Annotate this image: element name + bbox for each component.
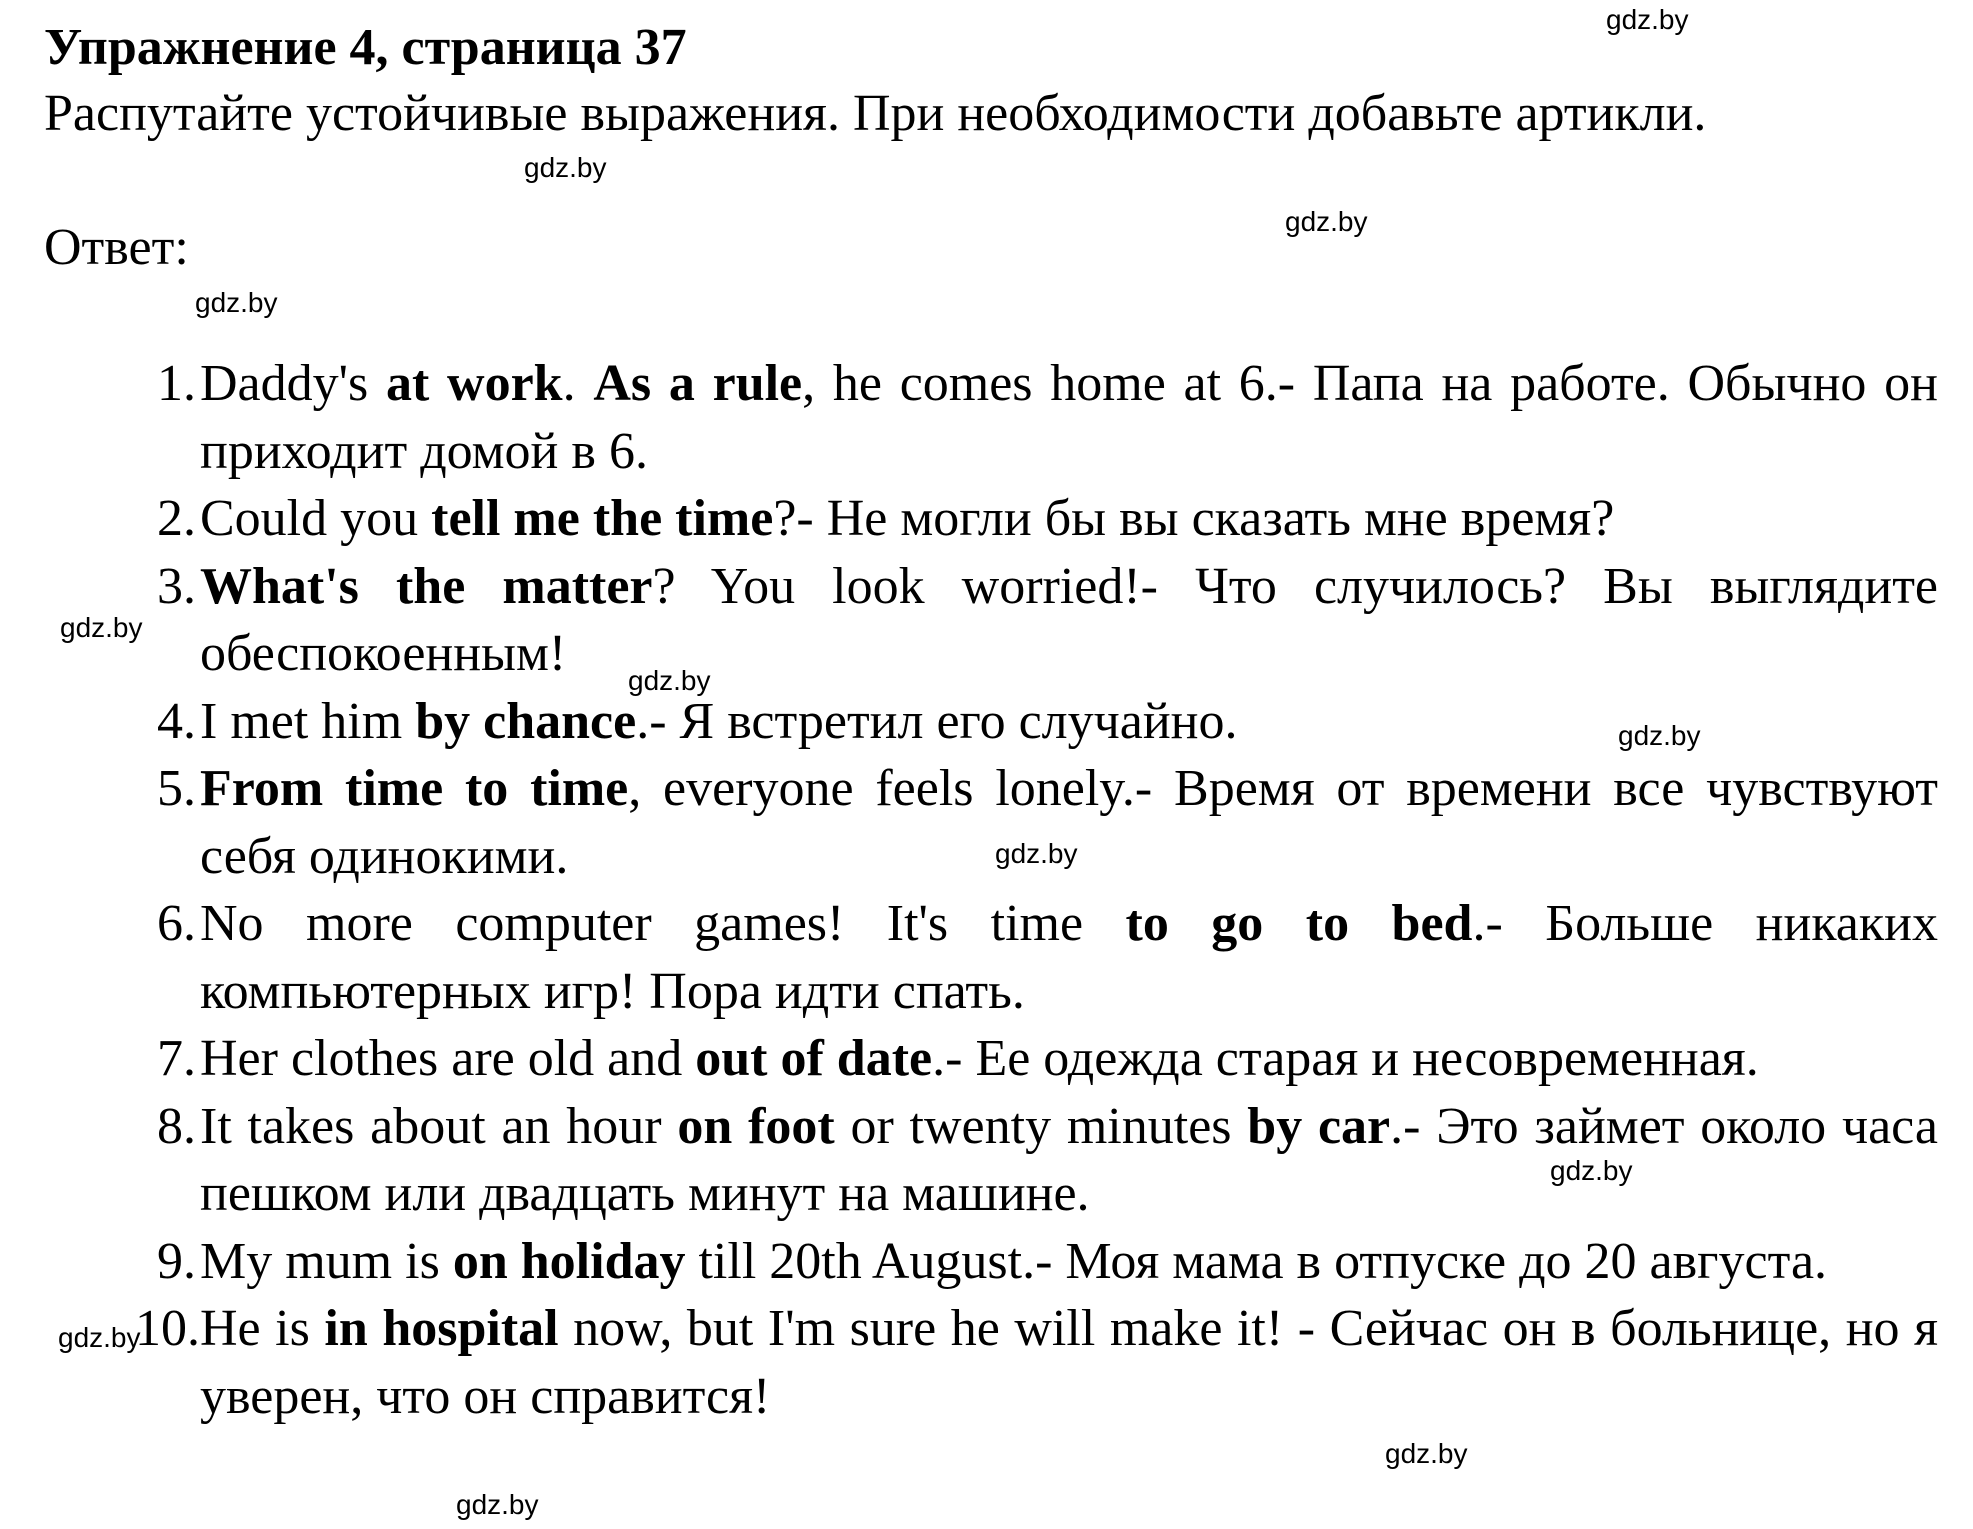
answer-text: .- Я встретил его случайно. bbox=[636, 692, 1238, 750]
exercise-instructions: Распутайте устойчивые выражения. При необходимости добавьте артикли. bbox=[44, 85, 1707, 142]
answer-number: 7. bbox=[157, 1030, 196, 1087]
answer-number: 3. bbox=[157, 557, 196, 615]
answer-text: or twenty minutes bbox=[834, 1097, 1248, 1155]
watermark: gdz.by bbox=[995, 838, 1078, 869]
watermark: gdz.by bbox=[60, 612, 143, 643]
set-expression: to go to bed bbox=[1125, 895, 1473, 952]
answer-text: .- Ее одежда старая и несовременная. bbox=[932, 1030, 1759, 1087]
answer-label: Ответ: bbox=[44, 219, 189, 276]
answer-text: till 20th August.- Моя мама в отпуске до 20 августа. bbox=[685, 1232, 1828, 1290]
watermark: gdz.by bbox=[1285, 206, 1368, 237]
answer-text: He is bbox=[200, 1300, 325, 1357]
set-expression: What's the matter bbox=[200, 557, 653, 615]
answer-text: Could you bbox=[200, 490, 432, 547]
answer-text: I met him bbox=[200, 692, 416, 750]
watermark: gdz.by bbox=[628, 665, 711, 696]
watermark: gdz.by bbox=[58, 1322, 141, 1353]
watermark: gdz.by bbox=[1385, 1438, 1468, 1469]
answer-text: It takes about an hour bbox=[200, 1097, 678, 1155]
answer-text: ?- Не могли бы вы сказать мне время? bbox=[773, 490, 1615, 547]
answer-text: My mum is bbox=[200, 1232, 453, 1290]
answer-text: ? You look worried!- Что случилось? Вы выглядите обеспокоенным! bbox=[200, 557, 1938, 682]
watermark: gdz.by bbox=[1550, 1155, 1633, 1186]
set-expression: out of date bbox=[695, 1030, 933, 1087]
answer-item bbox=[110, 485, 1938, 553]
set-expression: on holiday bbox=[452, 1232, 686, 1290]
set-expression: tell me the time bbox=[431, 490, 774, 547]
answer-text: . bbox=[562, 355, 594, 412]
answer-number: 6. bbox=[157, 895, 196, 952]
watermark: gdz.by bbox=[524, 152, 607, 183]
watermark: gdz.by bbox=[1606, 4, 1689, 35]
answer-text: No more computer games! It's time bbox=[200, 895, 1126, 952]
answer-item bbox=[110, 890, 1938, 1025]
answer-text: .- Это займет около часа пешком или двадцать минут на машине. bbox=[200, 1097, 1938, 1222]
answer-number: 9. bbox=[157, 1232, 196, 1290]
answer-item bbox=[110, 350, 1938, 485]
set-expression: As a rule bbox=[593, 355, 803, 412]
answer-text: Her clothes are old and bbox=[200, 1030, 696, 1087]
answer-list bbox=[110, 350, 1938, 1430]
watermark: gdz.by bbox=[195, 287, 278, 318]
set-expression: From time to time bbox=[200, 760, 629, 817]
answer-text: .- Больше никаких компьютерных игр! Пора идти спать. bbox=[200, 895, 1938, 1020]
set-expression: on foot bbox=[677, 1097, 835, 1155]
set-expression: in hospital bbox=[324, 1300, 559, 1357]
answer-item bbox=[110, 1093, 1938, 1228]
answer-item bbox=[110, 1295, 1938, 1430]
answer-text: , everyone feels lonely.- Время от времени все чувствуют себя одинокими. bbox=[200, 760, 1938, 885]
answer-number: 1. bbox=[157, 355, 196, 412]
set-expression: at work bbox=[385, 355, 563, 412]
watermark: gdz.by bbox=[1618, 720, 1701, 751]
answer-text: , he comes home at 6.- Папа на работе. Обычно он приходит домой в 6. bbox=[200, 355, 1938, 480]
answer-number: 2. bbox=[157, 490, 196, 547]
set-expression: by car bbox=[1247, 1097, 1391, 1155]
answer-number: 10. bbox=[135, 1300, 200, 1357]
exercise-title: Упражнение 4, страница 37 bbox=[44, 19, 687, 76]
set-expression: by chance bbox=[415, 692, 637, 750]
answer-item bbox=[110, 553, 1938, 688]
answer-number: 5. bbox=[157, 760, 196, 817]
answer-text: Daddy's bbox=[200, 355, 386, 412]
answer-item bbox=[110, 1025, 1938, 1093]
answer-number: 8. bbox=[157, 1097, 196, 1155]
watermark: gdz.by bbox=[456, 1489, 539, 1520]
answer-text: now, but I'm sure he will make it! - Сейчас он в больнице, но я уверен, что он справится! bbox=[200, 1300, 1938, 1425]
answer-number: 4. bbox=[157, 692, 196, 750]
answer-item bbox=[110, 1228, 1938, 1296]
